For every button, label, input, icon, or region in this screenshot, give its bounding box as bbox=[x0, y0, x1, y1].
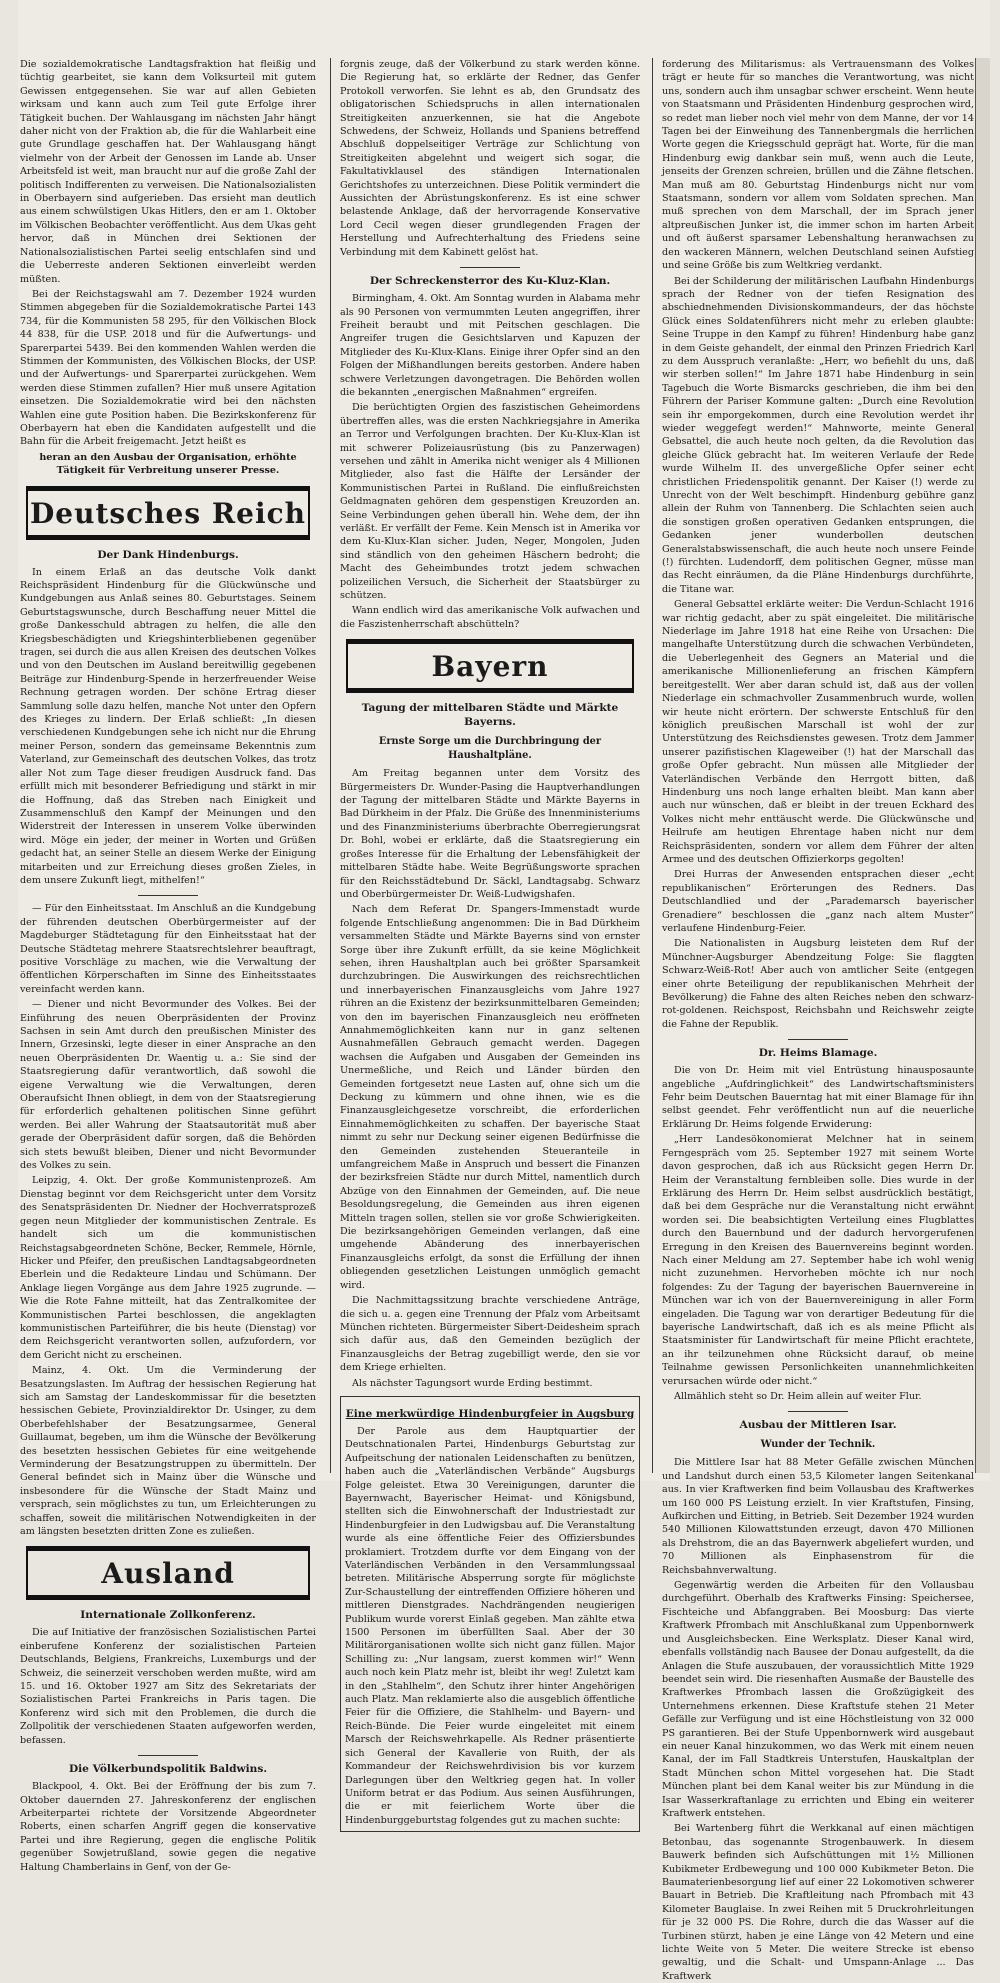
article-headline: Tagung der mittelbaren Städte und Märkte Bayerns. bbox=[361, 702, 619, 729]
article-headline: Der Dank Hindenburgs. bbox=[97, 548, 239, 561]
article-paragraph: Blackpool, 4. Okt. Bei der Eröffnung der bis zum 7. Oktober dauernden 27. Jahreskonferenz der englischen Arbeiterpartei richtete der Vorsitzende Abgeordneter Roberts, einen scharfen Angriff gegen die konservative Partei und ihre Regierung, gegen die englische Politik gegenüber Sowjetrußland, sowie gegen die negative Haltung Chamberlains in Genf, von der Ge- bbox=[20, 1781, 316, 1873]
article-headline: Dr. Heims Blamage. bbox=[758, 1047, 878, 1060]
slogan-line: heran an den Ausbau der Organisation, erhöhte Tätigkeit für Verbreitung unserer Presse. bbox=[39, 451, 297, 477]
section-title: Bayern bbox=[431, 650, 549, 684]
article-paragraph: Die auf Initiative der französischen Sozialistischen Partei einberufene Konferenz der sozialistischen Parteien Deutschlands, Belgiens, Frankreichs, Luxemburgs und der Schweiz, die seinerzeit verschoben werden mußte, wird am 15. und 16. Oktober 1927 am Sitz des Sekretariats der Sozialistischen Partei Frankreichs in Paris tagen. Die Konferenz wird sich mit den Problemen, die durch die Zollpolitik der verschiedenen Staaten aufgeworfen werden, befassen. bbox=[20, 1627, 316, 1746]
article-paragraph: Die Nachmittagssitzung brachte verschiedene Anträge, die sich u. a. gegen eine Trennung der Pfalz vom Arbeitsamt München richteten. Bürgermeister Sibert-Deidesheim sprach sich dafür aus, daß den Gemeinden bezüglich der Finanzausgleichs der Betrag zugebilligt werde, den sie vor dem Kriege erhielten. bbox=[340, 1295, 640, 1374]
article-paragraph: Die Mittlere Isar hat 88 Meter Gefälle zwischen München und Landshut durch einen 53,5 Kilometer langen Seitenkanal aus. In vier Kraftwerken find beim Vollausbau des Kraftwerkes um 160 000 PS Leistung erzielt. In vier Kraftstufen, Finsing, Aufkirchen und Eitting, in Betrieb. Seit Dezember 1924 wurden 540 Millionen Kilowattstunden erzeugt, davon 470 Millionen als Drehstrom, die an das Bayernwerk abgeliefert wurden, und 70 Millionen als Einphasenstrom für die Reichsbahnverwaltung. bbox=[662, 1457, 974, 1576]
divider bbox=[460, 267, 520, 268]
article-headline: Der Schreckensterror des Ku-Kluz-Klan. bbox=[369, 275, 611, 288]
article-paragraph: Am Freitag begannen unter dem Vorsitz des Bürgermeisters Dr. Wunder-Pasing die Hauptverhandlungen der Tagung der mittelbaren Städte und Märkte Bayerns in Bad Dürkheim in der Pfalz. Die Grüße des Innenministeriums und des Finanzministeriums überbrachte Oberregierungsrat Dr. Bohl, wobei er erklärte, daß die Staatsregierung ein großes Interesse für die Erhaltung der Lebensfähigkeit der mittelbaren Städte habe. Weite Begrüßungsworte sprachen für den Reichsstädtebund Dr. Säckl, Landtagsabg. Schwarz und Oberbürgermeister Dr. Weiß-Ludwigshafen. bbox=[340, 768, 640, 900]
article-paragraph: — Diener und nicht Bevormunder des Volkes. Bei der Einführung des neuen Oberpräsidenten der Provinz Sachsen in sein Amt durch den preußischen Minister des Innern, Grzesinski, legte dieser in einer Ansprache an den neuen Oberpräsidenten Dr. Waentig u. a.: Sie sind der Staatsregierung dafür verantwortlich, daß sowohl die eigene Verwaltung wie die Verwaltungen, deren Oberaufsicht Ihnen obliegt, in dem von der Staatsregierung für erforderlich gehaltenen politischen Sinne geführt werden. Bei aller Wahrung der Staatsautorität muß aber gerade der Oberpräsident dafür sorgen, daß die Behörden sich stets bewußt bleiben, Diener und nicht Bevormunder des Volkes zu sein. bbox=[20, 999, 316, 1172]
article-paragraph: Nach dem Referat Dr. Spangers-Immenstadt wurde folgende Entschließung angenommen: Die in Bad Dürkheim versammelten Städte und Märkte Bayerns sind von ernster Sorge über ihre Zukunft erfüllt, da sie keine Möglichkeit sehen, ihren Haushaltplan auch bei größter Sparsamkeit durchzubringen. Die Auswirkungen des reichsrechtlichen und innerbayerischen Finanzausgleichs vom Jahre 1927 rühren an die Existenz der bezirksunmittelbaren Gemeinden; von den im bayerischen Finanzausgleich neu eröffneten Annahmemöglichkeiten kann nur in ganz seltenen Ausnahmefällen Gebrauch gemacht werden. Dagegen wachsen die Aufgaben und Ausgaben der Gemeinden ins Unermeßliche, und Reich und Länder bürden den Gemeinden fortgesetzt neue Lasten auf, ohne sich um die Deckung zu kümmern und ohne ihnen, wie es die Finanzausgleichgesetze vorschreibt, die erforderlichen Einnahmemöglichkeiten zu schaffen. Der bayerische Staat nimmt zu sehr nur Deckung seiner eigenen Bedürfnisse die den Gemeinden zustehenden Steueranteile in umfangreichem Maße in Anspruch und bessert die Finanzen der bezirksfreien Städte nur durch Mittel, namentlich durch Abzüge von den Einnahmen der Gemeinden, auf. Die neue Besoldungsregelung, die Gemeinden aus ihren eigenen Mitteln tragen sollen, stellen sie vor große Schwierigkeiten. Die bezirksangehörigen Gemeinden verlangen, daß eine umgehende Abänderung des innerbayerischen Finanzausgleichs erfolgt, da sonst die Erfüllung der ihnen obliegenden gesetzlichen Leistungen unmöglich gemacht wird. bbox=[340, 904, 640, 1291]
divider bbox=[788, 1039, 848, 1040]
column-rule bbox=[652, 58, 653, 1473]
article-paragraph: General Gebsattel erklärte weiter: Die Verdun-Schlacht 1916 war richtig gedacht, aber zu spät eingeleitet. Die militärische Niederlage im Jahre 1918 hat eine Reihe von Ursachen: Die mangelhafte Unterstützung durch die schwachen Verbündeten, die Ueberlegenheit des Gegners an Material und die amerikanische Millionenlieferung an frischen Kämpfern bereitgestellt. Wer aber daran schuld ist, daß aus der vollen Niederlage ein schmachvoller Zusammenbruch wurde, wollen wir heute nicht erörtern. Der schwerste Entschluß für den königlich preußischen Marschall ist wohl der zur Unterstützung des Reichsdienstes gewesen. Trotz dem Jammer unserer pazifistischen Klageweiber (!) hat der Marschall das große Opfer gebracht. Nun müssen alle Mitglieder der Vaterländischen Verbände den Herrgott bitten, daß Hindenburg uns noch lange erhalten bleibt. Man kann aber auch nur wünschen, daß er bleibt in der treuen Eckhard des Volkes nicht mehr enttäuscht werde. Die Glückwünsche und Heilrufe am heutigen Ehrentage haben nicht nur dem Reichspräsidenten, sondern vor allem dem Führer der alten Armee und des deutschen Offizierkorps gegolten! bbox=[662, 599, 974, 865]
article-paragraph: Birmingham, 4. Okt. Am Sonntag wurden in Alabama mehr als 90 Personen von vermummten Leuten angegriffen, ihrer Freiheit beraubt und mit Peitschen geschlagen. Die Angreifer trugen die Gesichtslarven und Kapuzen der Mitglieder des Ku-Klux-Klans. Einige ihrer Opfer sind an den Folgen der Mißhandlungen bereits gestorben. Andere haben schwere Verletzungen davongetragen. Die Behörden wollen die bekannten „energischen Maßnahmen“ ergreifen. bbox=[340, 293, 640, 398]
section-header-box bbox=[346, 639, 634, 693]
divider bbox=[138, 1755, 198, 1756]
section-title: Deutsches Reich bbox=[29, 496, 306, 530]
article-paragraph: Wann endlich wird das amerikanische Volk aufwachen und die Faszistenherrschaft abschütteln? bbox=[340, 605, 640, 630]
article-headline: Internationale Zollkonferenz. bbox=[80, 1609, 256, 1622]
article-headline: Ausbau der Mittleren Isar. bbox=[739, 1419, 897, 1432]
section-header-box bbox=[26, 1546, 310, 1600]
article-paragraph: Bei Wartenberg führt die Werkkanal auf einen mächtigen Betonbau, das sogenannte Strogenbauwerk. In diesem Bauwerk befinden sich Aufschüttungen mit 1½ Millionen Kubikmeter Erdbewegung und 100 000 Kubikmeter Beton. Die Baumaterienbesorgung lief auf einer 22 Lokomotiven schwerer Bauart in Betrieb. Die Kraftleitung nach Pfrombach mit 43 Kilometer Bauglaise. In zwei Reihen mit 5 Druckrohrleitungen für je 32 000 PS. Die Rohre, durch die das Wasser auf die Turbinen stürzt, haben je eine Länge von 42 Metern und eine lichte Weite von 5 Meter. Die weitere Strecke ist ebenso gewaltig, und die Schalt- und Umspann-Anlage ... Das Kraftwerk bbox=[662, 1823, 974, 1982]
article-paragraph: Bei der Reichstagswahl am 7. Dezember 1924 wurden Stimmen abgegeben für die Sozialdemokratische Partei 143 734, für die Kommunisten 58 295, für den Völkischen Block 44 838, für die USP. 2018 und für die Aufwertungs- und Sparerpartei 5439. Bei den kommenden Wahlen werden die Stimmen der Kommunisten, des Völkischen Blocks, der USP. und der Aufwertungs- und Sparerpartei zurückgehen. Wem werden diese Stimmen zufallen? Hier muß unsere Agitation einsetzen. Die Sozialdemokratie wird bei den nächsten Wahlen eine gute Position haben. Die Bezirkskonferenz für Oberbayern hat eben die Kandidaten aufgestellt und die Bahn für die Arbeit freigemacht. Jetzt heißt es bbox=[20, 288, 316, 448]
article-paragraph: Der Parole aus dem Hauptquartier der Deutschnationalen Partei, Hindenburgs Geburtstag zur Aufpeitschung der nationalen Leidenschaften zu benützen, haben auch die „Vaterländischen Verbände“ Augsburgs Folge geleistet. Etwa 30 Vereinigungen, darunter die Bayernwacht, Bayerischer Heimat- und Königsbund, stellten sich die Einwohnerschaft der Industriestadt zur Hindenburgfeier in den Ludwigsbau auf. Die Veranstaltung wurde als eine öffentliche Feier des Offiziersbundes proklamiert. Trotzdem durfte vor dem Eingang von der Vaterländischen Verbänden in den Versammlungssaal betreten. Militärische Absperrung sorgte für möglichste Zur-Schaustellung der eintreffenden Offiziere höheren und mittleren Dienstgrades. Nachdrängenden neugierigen Publikum wurde vorerst Einlaß gegeben. Man zählte etwa 1500 Personen im überfüllten Saal. Aber der 30 Militärorganisationen wollte sich nicht ganz füllen. Major Schilling zu: „Nur langsam, zuerst kommen wir!“ Wenn auch noch kein Platz mehr ist, bleibt ihr weg! Zuletzt kam in den „Stahlhelm“, den Schutz ihrer hinter Angehörigen auch Platz. Man reklamierte also die ausgeblich öffentliche Feier für die Offiziere, die Stahlhelm- und Bayern- und Reich-Bünde. Die Feier wurde eingeleitet mit einem Marsch der Reichswehrkapelle. Als Redner präsentierte sich General der Kavallerie von Ruith, der als Kommandeur der Reichswehrdivision bis vor kurzem Darlegungen über den Weltkrieg gegen hat. In voller Uniform betrat er das Podium. Aus seinen Ausführungen, die er mit feierlichem Worte über die Hindenburggeburtstag folgendes gut zu machen suchte: bbox=[345, 1425, 635, 1826]
divider bbox=[138, 895, 198, 896]
article-paragraph: Die von Dr. Heim mit viel Entrüstung hinausposaunte angebliche „Aufdringlichkeit“ des Landwirtschaftsministers Fehr beim Deutschen Bauerntag hat mit einer Blamage für ihn selbst geendet. Fehr veröffentlicht nun auf die neuerliche Erklärung Dr. Heims folgende Erwiderung: bbox=[662, 1065, 974, 1130]
article-paragraph: Bei der Schilderung der militärischen Laufbahn Hindenburgs sprach der Redner von der tiefen Resignation des abschiednehmenden Divisionskommandeurs, der das höchste Glück eines Soldatenführers nicht mehr zu erleben glaubte: Seine Truppe in den Kampf zu führen! Hindenburg habe ganz in dem Geiste gehandelt, der einmal den Prinzen Friedrich Karl zu dem Ausspruch veranlaßte: „Herr, wo befiehlt du uns, daß wir sterben sollen!“ Im Jahre 1871 habe Hindenburg in sein Tagebuch die Worte Bismarcks geschrieben, die ihm bei den Führern der Pariser Kommune galten: „Durch eine Revolution sein ihr emporgekommen, durch eine Revolution werdet ihr wieder weggefegt werden!“ Mahnworte, meinte General Gebsattel, die auch heute noch gelten, da die Revolution das gleiche Glück gebracht hat. Im weiteren Verlaufe der Rede wurde Wilhelm II. des unvergeßliche Opfer seiner echt christlichen Friedenspolitik genannt. Der Kaiser (!) werde zu Unrecht von der Welt beschimpft. Hindenburg gebühre ganz allein der Ruhm von Tannenberg. Die Schlachten seien auch die sonstigen großen operativen Gedanken entsprungen, die Gedanken jener wunderbollen deutschen Generalstabswissenschaft, die auch heute noch unsere Feinde (!) fürchten. Ludendorff, dem politischen Gegner, müsse man das Recht einräumen, da die Pläne Hindenburgs durchführte, die Titane war. bbox=[662, 275, 974, 595]
article-paragraph: Die Nationalisten in Augsburg leisteten dem Ruf der Münchner-Augsburger Abendzeitung Folge: Sie flaggten Schwarz-Weiß-Rot! Aber auch von amtlicher Seite (entgegen einer ohrte Beteiligung der republikanischen Mehrheit der Bevölkerung) die Fahne des alten Reiches neben den schwarz-rot-goldenen. Reichspost, Reichsbahn und Reichswehr zeigte die Fahne der Republik. bbox=[662, 938, 974, 1030]
adjacent-page-edge bbox=[975, 58, 990, 1473]
framed-article bbox=[340, 1396, 640, 1832]
article-subheadline: Ernste Sorge um die Durchbringung der Haushaltpläne. bbox=[378, 736, 602, 762]
article-paragraph: Drei Hurras der Anwesenden entsprachen dieser „echt republikanischen“ Erörterungen des Redners. Das Deutschlandlied und der „Parademarsch bayerischer Grenadiere“ beschlossen die „ganz nach altem Muster“ verlaufene Hindenburg-Feier. bbox=[662, 869, 974, 934]
article-headline: Eine merkwürdige Hindenburgfeier in Augsburg bbox=[345, 1407, 635, 1420]
section-header-box bbox=[26, 486, 310, 540]
article-paragraph: Gegenwärtig werden die Arbeiten für den Vollausbau durchgeführt. Oberhalb des Kraftwerks Finsing: Speichersee, Fischteiche und Abfanggraben. Bei Moosburg: Das vierte Kraftwerk Pfrombach mit Anschlußkanal zum Uppenbornwerk und Ausgleichsbecken. Eine Werksplatz. Dieser Kanal wird, ebenfalls vollständig nach Bausee der Donau aufgestellt, da die Anlagen die Stufe auszubauen, der voraussichtlich Mitte 1929 beendet sein wird. Die riesenhaften Ausmaße der Baustelle des Kraftwerkes Pfrombach lassen die Großzügigkeit des Unternehmens erkennen. Diese Kraftstufe stehen 21 Meter Gefälle zur Verfügung und ist eine Höchstleistung von 32 000 PS garantieren. Bei der Stufe Uppenbornwerk wird ausgebaut ein neuer Kanal hinzukommen, wo das Werk mit einem neuen Kanal, der im Fall Stadtkreis Unterstufen, Hauskaltplan der Stadt München schon Mittel vorgesehen hat. Die Stadt München plant bei dem Kanal weiter bis zur Mündung in die Isar Wasserkraftanlage zu errichten und Ebing ein weiterer Kraftwerk entstehen. bbox=[662, 1580, 974, 1819]
article-paragraph: In einem Erlaß an das deutsche Volk dankt Reichspräsident Hindenburg für die Glückwünsche und Kundgebungen aus Anlaß seines 80. Geburtstages. Seinem Geburtstagswunsche, durch Beschaffung neuer Mittel die große Dankesschuld abtragen zu helfen, die alle den Kriegsbeschädigten und Kriegshinterbliebenen gegenüber tragen, sei durch die aus allen Kreisen des deutschen Volkes und von den Deutschen im Ausland bereitwillig gegebenen Beiträge zur Hindenburg-Spende in herzerfreuender Weise Rechnung getragen worden. Der schöne Ertrag dieser Sammlung solle dazu helfen, manche Not unter den Opfern des Krieges zu lindern. Der Erlaß schließt: „In diesen verschiedenen Kundgebungen sehe ich nicht nur die Ehrung meiner Person, sondern das gemeinsame Bekenntnis zum Vaterland, zur Gemeinschaft des deutschen Volkes, das trotz aller Not zum Tage dieser freudigen Ausdruck fand. Das erfüllt mich mit besonderer Befriedigung und stärkt in mir die Hoffnung, daß das Streben nach Einigkeit und Zusammenschluß den Kampf der Meinungen und den Widerstreit der Interessen in unserem Volke überwinden wird. Möge ein jeder, der meiner in Worten und Grüßen gedacht hat, an seiner Stelle an diesem Werke der Einigung mitarbeiten und zur Erreichung dieses großen Zieles, in dem unsere Zukunft liegt, mithelfen!“ bbox=[20, 566, 316, 886]
article-paragraph: — Für den Einheitsstaat. Im Anschluß an die Kundgebung der führenden deutschen Oberbürgermeister auf der Magdeburger Städtetagung für den Einheitsstaat hat der Deutsche Städtetag mehrere Staatsrechtslehrer beauftragt, positive Vorschläge zu machen, wie die Verwaltung der öffentlichen Körperschaften im Sinne des Einheitsstaates vereinfacht werden kann. bbox=[20, 903, 316, 995]
column-3 bbox=[662, 58, 974, 1982]
article-paragraph: Die berüchtigten Orgien des faszistischen Geheimordens übertreffen alles, was die ersten Nachkriegsjahre in Amerika an Terror und Verfolgungen brachten. Der Ku-Klux-Klan ist mit schwerer Polizeiausrüstung (bis zu Panzerwagen) versehen und zählt in Amerika nicht weniger als 4 Millionen Mitglieder, also fast die Hälfte der Lersänder der Kommunistischen Partei in Rußland. Die einflußreichsten Geldmagnaten gehören dem gespenstigen Kreuzorden an. Seine Verbindungen gehen überall hin. Wehe dem, der ihn verläßt. Er verfällt der Feme. Kein Mensch ist in Amerika vor dem Ku-Klux-Klan sicher. Juden, Neger, Mongolen, Juden sind ständlich von den geheimen Häschern bedroht; die Macht des Geheimbundes trotzt jedem schwachen polizeilichen Versuch, die Sicherheit der Staatsbürger zu schützen. bbox=[340, 402, 640, 602]
article-paragraph: forgnis zeuge, daß der Völkerbund zu stark werden könne. Die Regierung hat, so erklärte der Redner, das Genfer Protokoll verworfen. Sie lehnt es ab, den Grundsatz des obligatorischen Schiedspruchs in allen internationalen Streitigkeiten anzuerkennen, sie hat die Angebote Schwedens, der Schweiz, Hollands und Spaniens betreffend Abschluß doppelseitiger Verträge zur Schlichtung von Streitigkeiten abgelehnt und weigert sich sogar, die Fakultativklausel des ständigen Internationalen Gerichtshofes zu unterzeichnen. Diese Politik vermindert die Aussichten der Abrüstungskonferenz. Es ist eine schwer belastende Anklage, daß der hervorragende Konservative Lord Cecil wegen dieser grundlegenden Fragen der Herstellung und Aufrechterhaltung des Friedens seine Verbindung mit dem Kabinett gelöst hat. bbox=[340, 59, 640, 258]
article-subheadline: Wunder der Technik. bbox=[760, 1439, 876, 1451]
article-paragraph: Mainz, 4. Okt. Um die Verminderung der Besatzungslasten. Im Auftrag der hessischen Regierung hat sich am Samstag der Landeskommissar für die besetzten hessischen Gebiete, Provinzialdirektor Dr. Usinger, zu dem Oberbefehlshaber der Besatzungsarmee, General Guillaumat, begeben, um ihm die Wünsche der Bevölkerung des besetzten hessischen Gebietes für eine weitgehende Verminderung der Besatzungstruppen zu übermitteln. Der General befindet sich in Mainz über die Wünsche und insbesondere für die Wünsche der Stadt Mainz und versprach, sein möglichstes zu tun, um Erleichterungen zu schaffen, soweit die militärischen Notwendigkeiten in der am längsten besetzten dritten Zone es zuließen. bbox=[20, 1365, 316, 1538]
column-2 bbox=[340, 58, 640, 1826]
article-paragraph: Als nächster Tagungsort wurde Erding bestimmt. bbox=[352, 1377, 593, 1389]
article-paragraph: Die sozialdemokratische Landtagsfraktion hat fleißig und tüchtig gearbeitet, sie kann dem Volksurteil mit gutem Gewissen entgegensehen. Sie war auf allen Gebieten wirksam und kann auch zum Teil gute Erfolge ihrer Tätigkeit buchen. Der Wahlausgang im nächsten Jahr hängt daher nicht von der Fraktion ab, die für die Wahlarbeit eine gute Grundlage geschaffen hat. Der Wahlausgang hängt vielmehr von der Arbeit der Genossen im Lande ab. Unser Arbeitsfeld ist weit, man braucht nur auf die große Zahl der politisch Indifferenten zu verweisen. Die Nationalsozialisten in Oberbayern sind aufgerieben. Das ersieht man deutlich aus einem schwülstigen Ukas Hitlers, den er am 1. Oktober im Völkischen Beobachter veröffentlicht. Aus dem Ukas geht hervor, daß in München drei Sektionen der Nationalsozialistischen Partei seelig entschlafen sind und die Ueberreste anderen Sektionen einverleibt werden müßten. bbox=[20, 59, 316, 285]
article-paragraph: Allmählich steht so Dr. Heim allein auf weiter Flur. bbox=[674, 1391, 922, 1402]
section-title: Ausland bbox=[101, 1557, 235, 1591]
article-headline: Die Völkerbundspolitik Baldwins. bbox=[68, 1763, 268, 1776]
divider bbox=[788, 1411, 848, 1412]
article-paragraph: „Herr Landesökonomierat Melchner hat in seinem Ferngespräch vom 25. September 1927 mit seinem Worte davon gesprochen, daß ich aus Rücksicht gegen Herrn Dr. Heim der Veranstaltung fernbleiben solle. Dies wurde in der Erklärung des Herrn Dr. Heim selbst ausdrücklich bestätigt, daß bei dem Gespräche nur die Veranstaltung nicht erwähnt worden sei. Die beabsichtigten Verteilung eines Flugblattes durch den Bauernbund und der dadurch hervorgerufenen Erregung in den Kreisen des Bauernvereins beginnt worden. Nach einer Meldung am 27. September habe ich wohl wenig nicht zuzunehmen. Hervorheben möchte ich nur noch folgendes: Zu der Tagung der bayerischen Bauernvereine in München war ich von der Bauernvereinigung in aller Form eingeladen. Die Tagung war von derartiger Bedeutung für die bayerische Landwirtschaft, daß ich es als meine Pflicht als Staatsminister für Landwirtschaft für meine Pflicht erachtete, an ihr teilzunehmen ohne Rücksicht darauf, ob meine Teilnahme gewissen Personlichkeiten unannehmlichkeiten verursachen würde oder nicht.“ bbox=[662, 1134, 974, 1387]
article-paragraph: Leipzig, 4. Okt. Der große Kommunistenprozeß. Am Dienstag beginnt vor dem Reichsgericht unter dem Vorsitz des Senatspräsidenten Dr. Niedner der Hochverratsprozeß gegen neun Mitglieder der kommunistischen Zentrale. Es handelt sich um die kommunistischen Reichstagsabgeordneten Schöne, Becker, Remmele, Hörnle, Hicker und Pfeifer, den preußischen Landtagsabgeordneten Eberlein und die Redakteure Lindau und Schümann. Der Anklage liegen Vorgänge aus dem Jahre 1925 zugrunde. — Wie die Rote Fahne mitteilt, hat das Zentralkomitee der Kommunistischen Partei beschlossen, die angeklagten kommunistischen Parteiführer, die bis heute (Dienstag) vor dem Reichsgericht verantworten sollen, aufzufordern, vor dem Gericht nicht zu erscheinen. bbox=[20, 1175, 316, 1361]
article-paragraph: forderung des Militarismus: als Vertrauensmann des Volkes trägt er heute für so manches die Verantwortung, was nicht uns, sondern auch ihm unsagbar schwer erscheint. Wenn heute von Staatsmann und Präsidenten Hindenburg gesprochen wird, so redet man lieber noch viel mehr von dem Manne, der vor 14 Tagen bei der Einweihung des Tannenbergmals die herrlichen Worte gegen die Kriegsschuld geprägt hat. Worte, für die man Hindenburg ewig dankbar sein muß, wenn auch die Leute, jenseits der Grenzen schreien, brüllen und die Zähne fletschen. Man muß am 80. Geburtstag Hindenburgs nicht nur vom Staatsmann, sondern vor allem vom Soldaten sprechen. Man muß sprechen von dem Marschall, der im Sprach jener altpreußischen Junker ist, die immer schon im harten Arbeit und oft äußerst sparsamer Lebenshaltung heranwachsen zu den wackeren Männern, welchen Deutschland seinen Aufstieg und seine Größe bis zum Weltkrieg verdankt. bbox=[662, 59, 974, 272]
column-rule bbox=[330, 58, 331, 1473]
column-1 bbox=[20, 58, 316, 1873]
newspaper-page bbox=[18, 0, 990, 1982]
